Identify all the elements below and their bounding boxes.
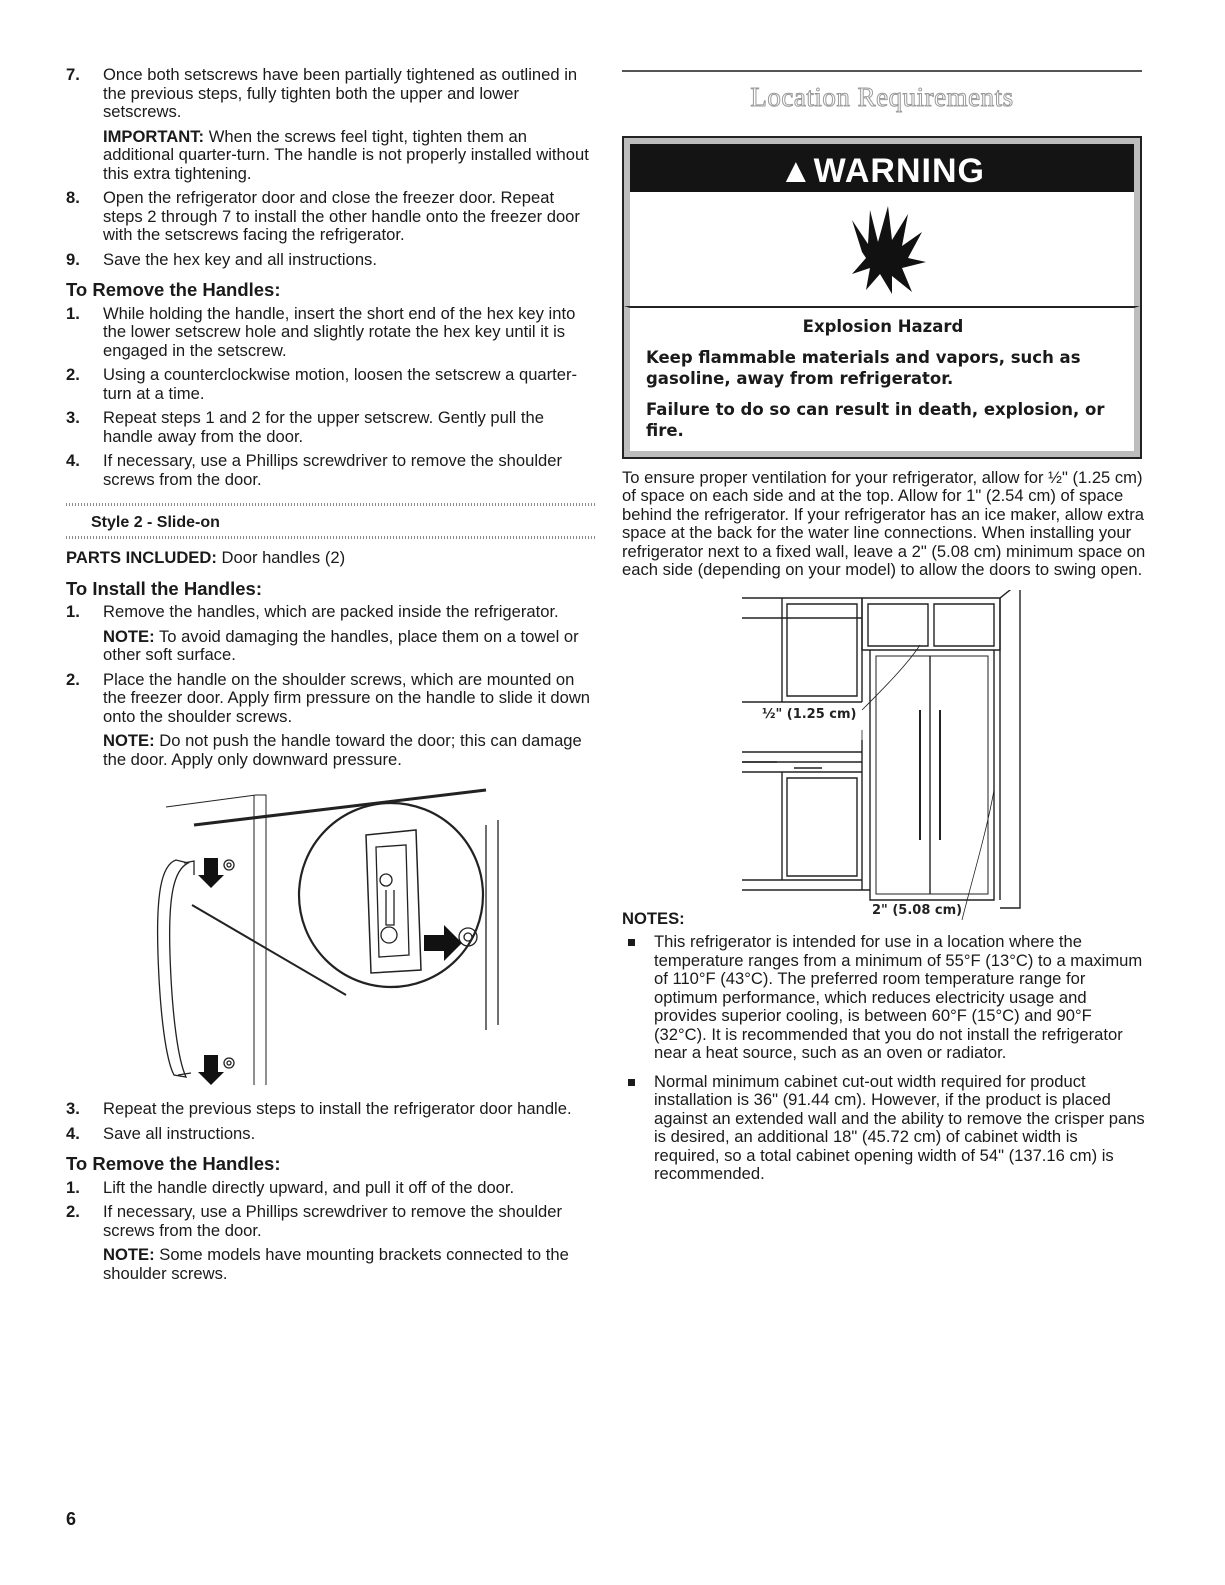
install-step-4 <box>66 1125 596 1144</box>
note-item <box>622 933 1147 1063</box>
step-number: 7. <box>66 65 80 84</box>
warning-title: WARNING <box>813 152 985 190</box>
note-label: NOTE: <box>103 1245 155 1264</box>
install-handles-heading: To Install the Handles: <box>66 577 262 599</box>
step-number: 1. <box>66 1177 80 1197</box>
remove2-note <box>66 1246 596 1283</box>
step-number: 3. <box>66 1099 80 1118</box>
left-column <box>66 66 596 1289</box>
handle-diagram <box>66 775 596 1090</box>
two-inch-label: 2" (5.08 cm) <box>872 902 963 918</box>
install-step-3 <box>66 1100 596 1119</box>
step-text: If necessary, use a Phillips screwdriver to remove the shoulder screws from the door. <box>103 451 562 489</box>
step-text: Save the hex key and all instructions. <box>103 249 377 269</box>
step-number: 2. <box>66 1202 80 1221</box>
step-number: 2. <box>66 365 80 384</box>
page-number: 6 <box>66 1509 77 1529</box>
remove-step <box>66 305 596 361</box>
explosion-graphic <box>630 192 1138 306</box>
bullet-square-icon <box>628 939 635 946</box>
step-text: If necessary, use a Phillips screwdriver to remove the shoulder screws from the door. <box>103 1202 562 1240</box>
step-text: Once both setscrews have been partially tightened as outlined in the previous steps, fully tighten both the upper and lower setscrews. <box>103 65 578 121</box>
note-text: Normal minimum cabinet cut-out width required for product installation is 36" (91.44 cm). However, if the product is placed against an extended wall and the ability to remove the crisper pans is desired, an additional 18" (45.72 cm) of cabinet width is required, so a total cabinet opening width of 54" (137.16 cm) is recommended. <box>654 1071 1145 1183</box>
warning-header <box>624 138 1140 192</box>
step-text: Repeat the previous steps to install the refrigerator door handle. <box>103 1099 572 1118</box>
parts-included <box>66 549 596 568</box>
remove-handles-heading: To Remove the Handles: <box>66 279 281 300</box>
handle-install-illustration <box>66 775 596 1090</box>
notes-heading: NOTES: <box>622 908 685 928</box>
remove-step <box>66 409 596 446</box>
step-text: Remove the handles, which are packed inside the refrigerator. <box>103 602 559 621</box>
note-text: To avoid damaging the handles, place them on a towel or other soft surface. <box>103 626 579 664</box>
hazard-text-2: Failure to do so can result in death, explosion, or fire. <box>646 399 1105 440</box>
remove2-step-1 <box>66 1179 596 1198</box>
important-label: IMPORTANT: <box>103 126 205 146</box>
step-number: 3. <box>66 408 80 427</box>
step-text: Save all instructions. <box>103 1123 256 1143</box>
step-text: Using a counterclockwise motion, loosen the setscrew a quarter-turn at a time. <box>103 365 578 403</box>
style-banner <box>66 503 596 539</box>
note-label: NOTE: <box>103 626 155 646</box>
step-number: 1. <box>66 303 80 323</box>
section-title: Location Requirements <box>750 82 1014 112</box>
step-number: 1. <box>66 602 80 621</box>
note-text: Some models have mounting brackets connected to the shoulder screws. <box>103 1245 569 1283</box>
install-note-1 <box>66 628 596 665</box>
step-text: Place the handle on the shoulder screws, which are mounted on the freezer door. Apply firm pressure on the handle to slide it down onto the shoulder screws. <box>103 669 591 726</box>
step-text: Repeat steps 1 and 2 for the upper setscrew. Gently pull the handle away from the door. <box>103 408 544 446</box>
clearance-diagram <box>622 590 1142 920</box>
warning-triangle-icon: ▲ <box>779 152 814 190</box>
install-step-1 <box>66 603 596 622</box>
style-label: Style 2 - Slide-on <box>91 514 220 531</box>
parts-text: Door handles (2) <box>221 548 346 567</box>
install-note-2 <box>66 732 596 769</box>
right-column <box>622 70 1152 1194</box>
remove-step <box>66 366 596 403</box>
step-9 <box>66 251 596 270</box>
step-text: While holding the handle, insert the short end of the hex key into the lower setscrew hole and slightly rotate the hex key until it is engaged in the setscrew. <box>103 303 576 360</box>
ventilation-text: To ensure proper ventilation for your refrigerator, allow for ½" (1.25 cm) of space on each side and at the top. Allow for 1" (2.54 cm) of space behind the refrigerator. If your refrigerator has an ice maker, allow extra space at the back for the water line connections. When installing your refrigerator next to a fixed wall, leave a 2" (5.08 cm) minimum space on each side (depending on your model) to allow the doors to swing open. <box>622 467 1146 579</box>
bullet-square-icon <box>628 1079 635 1086</box>
note-label: NOTE: <box>103 731 155 750</box>
hazard-title: Explosion Hazard <box>802 317 964 336</box>
section-divider <box>622 70 1142 72</box>
important-text: When the screws feel tight, tighten them an additional quarter-turn. The handle is not properly installed without this extra tightening. <box>103 126 589 183</box>
warning-body <box>624 306 1140 457</box>
remove-step <box>66 452 596 489</box>
step-8 <box>66 189 596 245</box>
remove2-step-2 <box>66 1203 596 1240</box>
step-number: 8. <box>66 188 80 207</box>
step-number: 2. <box>66 669 80 689</box>
step-number: 4. <box>66 1123 80 1143</box>
remove-handles-heading-2: To Remove the Handles: <box>66 1153 281 1174</box>
install-step-2 <box>66 671 596 727</box>
step-number: 9. <box>66 249 80 269</box>
fridge-clearance-illustration <box>622 590 1142 920</box>
note-text: This refrigerator is intended for use in a location where the temperature ranges from a minimum of 55°F (13°C) to a maximum of 110°F (43°C). The preferred room temperature range for optimum performance, which reduces electricity usage and provides superior cooling, is between 60°F (15°C) and 90°F (32°C). It is recommended that you do not install the refrigerator near a heat source, such as an oven or radiator. <box>654 932 1143 1062</box>
step-number: 4. <box>66 451 80 470</box>
half-inch-label: ½" (1.25 cm) <box>762 706 857 722</box>
warning-box <box>622 136 1142 459</box>
note-text: Do not push the handle toward the door; this can damage the door. Apply only downward pressure. <box>103 731 582 769</box>
note-item <box>622 1073 1147 1184</box>
explosion-icon <box>624 192 1140 306</box>
step-text: Lift the handle directly upward, and pull it off of the door. <box>103 1177 515 1197</box>
important-note <box>66 128 596 184</box>
hazard-text-1: Keep flammable materials and vapors, such as gasoline, away from refrigerator. <box>646 347 1081 388</box>
step-text: Open the refrigerator door and close the freezer door. Repeat steps 2 through 7 to install the other handle onto the freezer door with the setscrews facing the refrigerator. <box>103 188 580 244</box>
parts-label: PARTS INCLUDED: <box>66 548 217 567</box>
step-7 <box>66 66 596 122</box>
